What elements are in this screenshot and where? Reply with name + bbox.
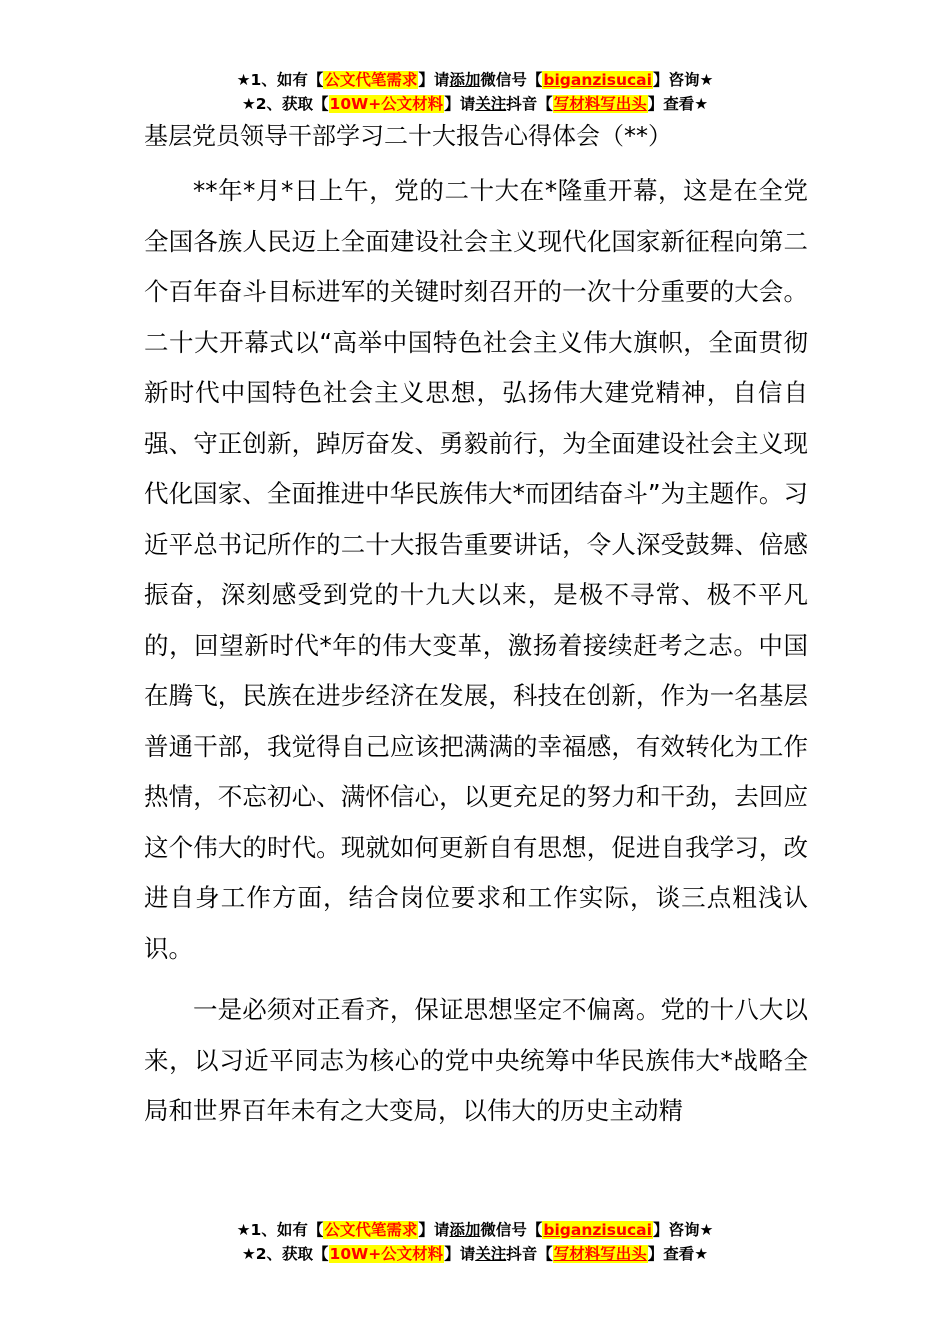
highlight-douyin-account: 写材料写出头 — [553, 95, 647, 113]
banner-text: 抖音【 — [506, 95, 553, 113]
banner-text: 】咨询★ — [652, 1221, 714, 1239]
banner-text: ★1、如有【 — [236, 71, 324, 89]
highlight-service: 公文代笔需求 — [324, 1221, 418, 1239]
highlight-materials: 10W+公文材料 — [329, 1245, 444, 1263]
banner-underlined: 关注 — [475, 1245, 507, 1263]
banner-line-2 — [0, 1242, 950, 1266]
banner-line-2 — [0, 92, 950, 116]
highlight-wechat-id: biganzisucai — [543, 1221, 652, 1239]
paragraph: **年*月*日上午，党的二十大在*隆重开幕，这是在全党全国各族人民迈上全面建设社会主义现代化国家新征程向第二个百年奋斗目标进军的关键时刻召开的一次十分重要的大会。二十大开幕式以“高举中国特色社会主义伟大旗帜，全面贯彻新时代中国特色社会主义思想，弘扬伟大建党精神，自信自强、守正创新，踔厉奋发、勇毅前行，为全面建设社会主义现代化国家、全面推进中华民族伟大*而团结奋斗”为主题作。习近平总书记所作的二十大报告重要讲话，令人深受鼓舞、倍感振奋，深刻感受到党的十九大以来，是极不寻常、极不平凡的，回望新时代*年的伟大变革，激扬着接续赶考之志。中国在腾飞，民族在进步经济在发展，科技在创新，作为一名基层普通干部，我觉得自己应该把满满的幸福感，有效转化为工作热情，不忘初心、满怀信心，以更充足的努力和干劲，去回应这个伟大的时代。现就如何更新自有思想，促进自我学习，改进自身工作方面，结合岗位要求和工作实际，谈三点粗浅认识。 — [144, 176, 808, 963]
paragraph: 一是必须对正看齐，保证思想坚定不偏离。党的十八大以来，以习近平同志为核心的党中央统筹中华民族伟大*战略全局和世界百年未有之大变局，以伟大的历史主动精 — [144, 995, 808, 1125]
banner-text: ★2、获取【 — [241, 1245, 329, 1263]
banner-text: 】查看★ — [647, 95, 709, 113]
header-banner — [0, 68, 950, 116]
banner-underlined: 添加 — [449, 1221, 481, 1239]
banner-text: 】咨询★ — [652, 71, 714, 89]
banner-text: 】请 — [418, 1221, 450, 1239]
banner-line-1 — [0, 68, 950, 92]
banner-text: 微信号【 — [480, 1221, 543, 1239]
banner-text: 微信号【 — [480, 71, 543, 89]
highlight-douyin-account: 写材料写出头 — [553, 1245, 647, 1263]
banner-text: ★1、如有【 — [236, 1221, 324, 1239]
banner-text: 】查看★ — [647, 1245, 709, 1263]
banner-underlined: 关注 — [475, 95, 507, 113]
banner-underlined: 添加 — [449, 71, 481, 89]
document-body — [144, 166, 808, 1137]
banner-text: 】请 — [444, 95, 476, 113]
highlight-service: 公文代笔需求 — [324, 71, 418, 89]
footer-banner — [0, 1218, 950, 1266]
banner-line-1 — [0, 1218, 950, 1242]
banner-text: 】请 — [418, 71, 450, 89]
document-title: 基层党员领导干部学习二十大报告心得体会（**） — [144, 122, 672, 150]
highlight-materials: 10W+公文材料 — [329, 95, 444, 113]
highlight-wechat-id: biganzisucai — [543, 71, 652, 89]
banner-text: 抖音【 — [506, 1245, 553, 1263]
banner-text: ★2、获取【 — [241, 95, 329, 113]
banner-text: 】请 — [444, 1245, 476, 1263]
